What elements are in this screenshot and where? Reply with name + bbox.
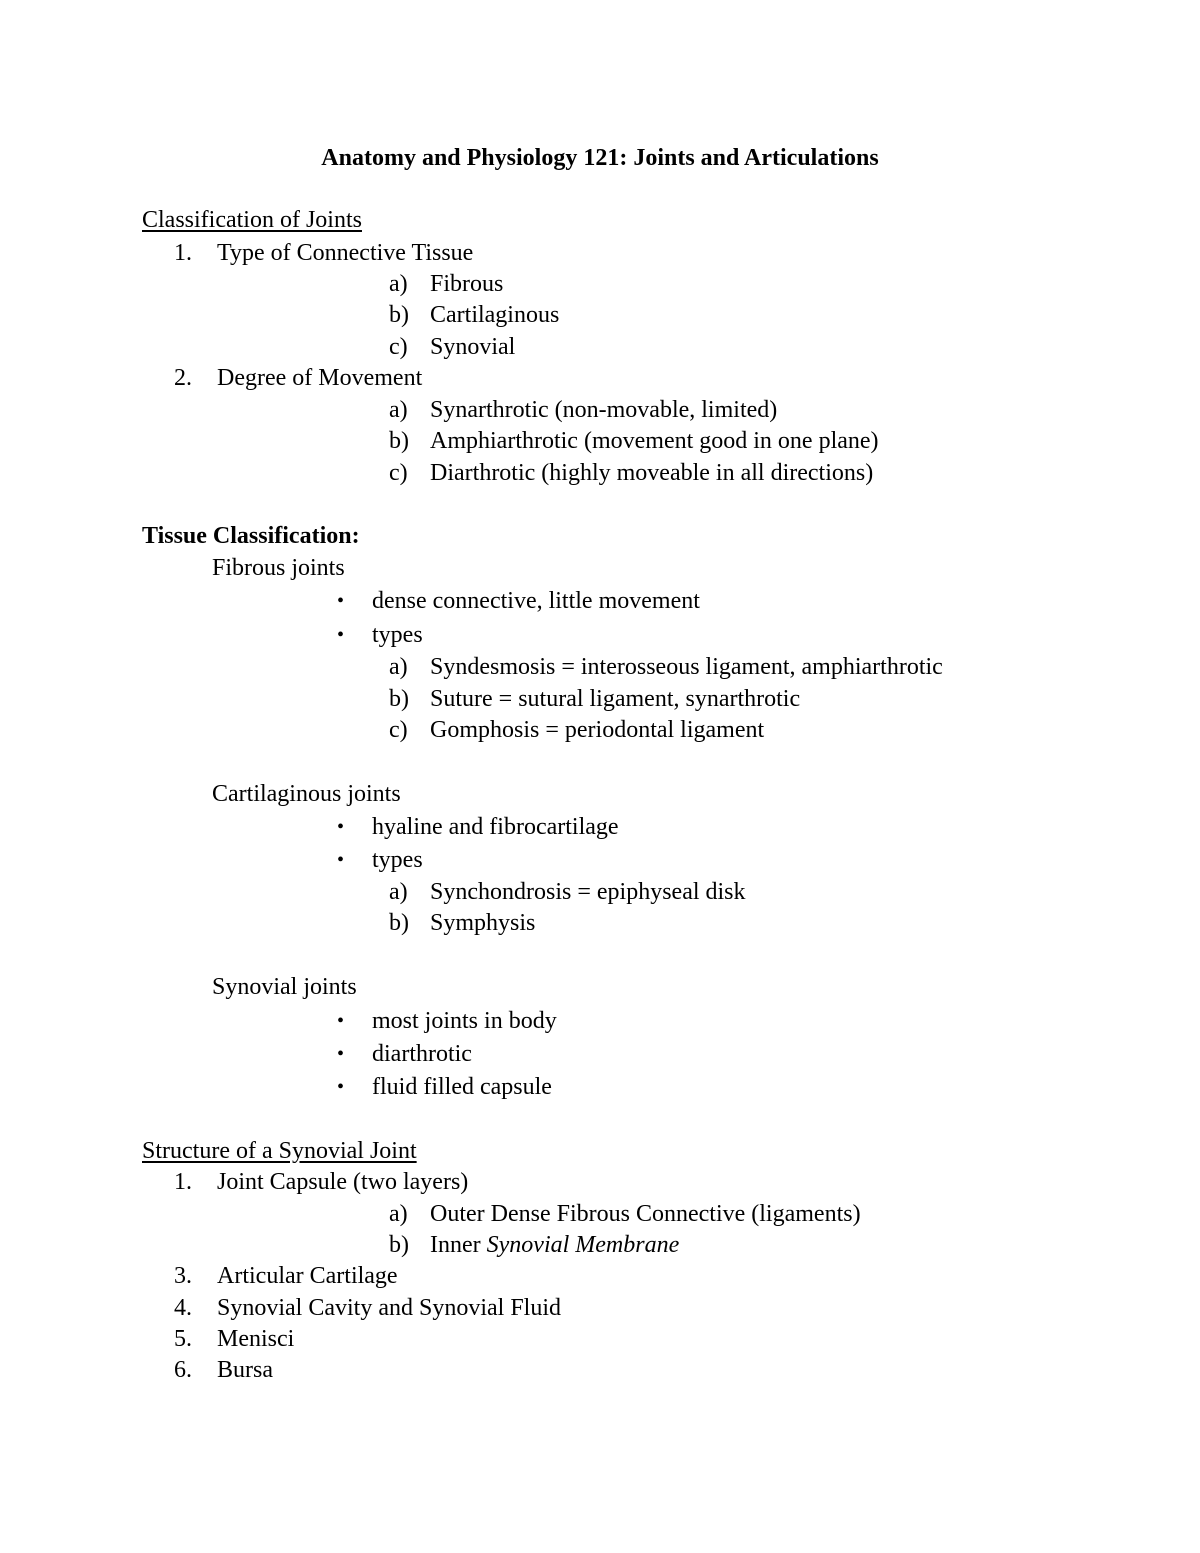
list-number: 6. xyxy=(174,1357,192,1383)
sub-item: Synchondrosis = epiphyseal disk xyxy=(430,879,746,905)
sub-letter: c) xyxy=(389,460,408,486)
sub-letter: b) xyxy=(389,910,409,936)
sub-item xyxy=(430,1230,679,1260)
classification-heading: Classification of Joints xyxy=(142,207,362,233)
sub-letter: c) xyxy=(389,334,408,360)
bullet-icon: • xyxy=(337,624,345,646)
sub-letter: b) xyxy=(389,302,409,328)
sub-item: Outer Dense Fibrous Connective (ligaments) xyxy=(430,1201,861,1227)
synovial-heading: Synovial joints xyxy=(212,974,357,1000)
bullet-item: hyaline and fibrocartilage xyxy=(372,814,619,840)
structure-heading: Structure of a Synovial Joint xyxy=(142,1138,417,1164)
fibrous-heading: Fibrous joints xyxy=(212,555,345,581)
sub-item: Diarthrotic (highly moveable in all directions) xyxy=(430,460,874,486)
synovial-membrane-term: Synovial Membrane xyxy=(486,1232,680,1258)
bullet-icon: • xyxy=(337,849,345,871)
bullet-icon: • xyxy=(337,1010,345,1032)
sub-letter: a) xyxy=(389,271,408,297)
bullet-item: types xyxy=(372,847,423,873)
list-item: Joint Capsule (two layers) xyxy=(217,1169,469,1195)
sub-item: Symphysis xyxy=(430,910,536,936)
sub-item: Gomphosis = periodontal ligament xyxy=(430,717,765,743)
bullet-item: fluid filled capsule xyxy=(372,1074,552,1100)
list-item: Menisci xyxy=(217,1326,295,1352)
sub-letter: c) xyxy=(389,717,408,743)
tissue-heading: Tissue Classification: xyxy=(142,523,360,549)
sub-letter: a) xyxy=(389,397,408,423)
sub-letter: b) xyxy=(389,428,409,454)
bullet-icon: • xyxy=(337,1043,345,1065)
list-number: 3. xyxy=(174,1263,192,1289)
list-number: 1. xyxy=(174,1169,192,1195)
bullet-icon: • xyxy=(337,590,345,612)
list-number: 5. xyxy=(174,1326,192,1352)
bullet-icon: • xyxy=(337,1076,345,1098)
sub-item: Cartilaginous xyxy=(430,302,560,328)
bullet-item: most joints in body xyxy=(372,1008,557,1034)
sub-item: Suture = sutural ligament, synarthrotic xyxy=(430,686,801,712)
sub-letter: a) xyxy=(389,1201,408,1227)
list-item: Articular Cartilage xyxy=(217,1263,398,1289)
sub-item: Amphiarthrotic (movement good in one plane) xyxy=(430,428,879,454)
sub-item: Fibrous xyxy=(430,271,504,297)
list-item: Type of Connective Tissue xyxy=(217,240,474,266)
bullet-icon: • xyxy=(337,816,345,838)
sub-letter: b) xyxy=(389,1232,409,1258)
bullet-item: dense connective, little movement xyxy=(372,588,700,614)
list-item: Bursa xyxy=(217,1357,273,1383)
list-number: 1. xyxy=(174,240,192,266)
sub-item: Syndesmosis = interosseous ligament, amphiarthrotic xyxy=(430,654,943,680)
sub-letter: b) xyxy=(389,686,409,712)
list-number: 2. xyxy=(174,365,192,391)
list-item: Degree of Movement xyxy=(217,365,423,391)
bullet-item: diarthrotic xyxy=(372,1041,472,1067)
page-title: Anatomy and Physiology 121: Joints and Articulations xyxy=(321,145,879,171)
sub-letter: a) xyxy=(389,879,408,905)
bullet-item: types xyxy=(372,622,423,648)
sub-item: Synovial xyxy=(430,334,516,360)
sub-item: Synarthrotic (non-movable, limited) xyxy=(430,397,778,423)
list-item: Synovial Cavity and Synovial Fluid xyxy=(217,1295,562,1321)
sub-item-prefix: Inner xyxy=(430,1232,481,1258)
list-number: 4. xyxy=(174,1295,192,1321)
sub-letter: a) xyxy=(389,654,408,680)
cartilaginous-heading: Cartilaginous joints xyxy=(212,781,401,807)
